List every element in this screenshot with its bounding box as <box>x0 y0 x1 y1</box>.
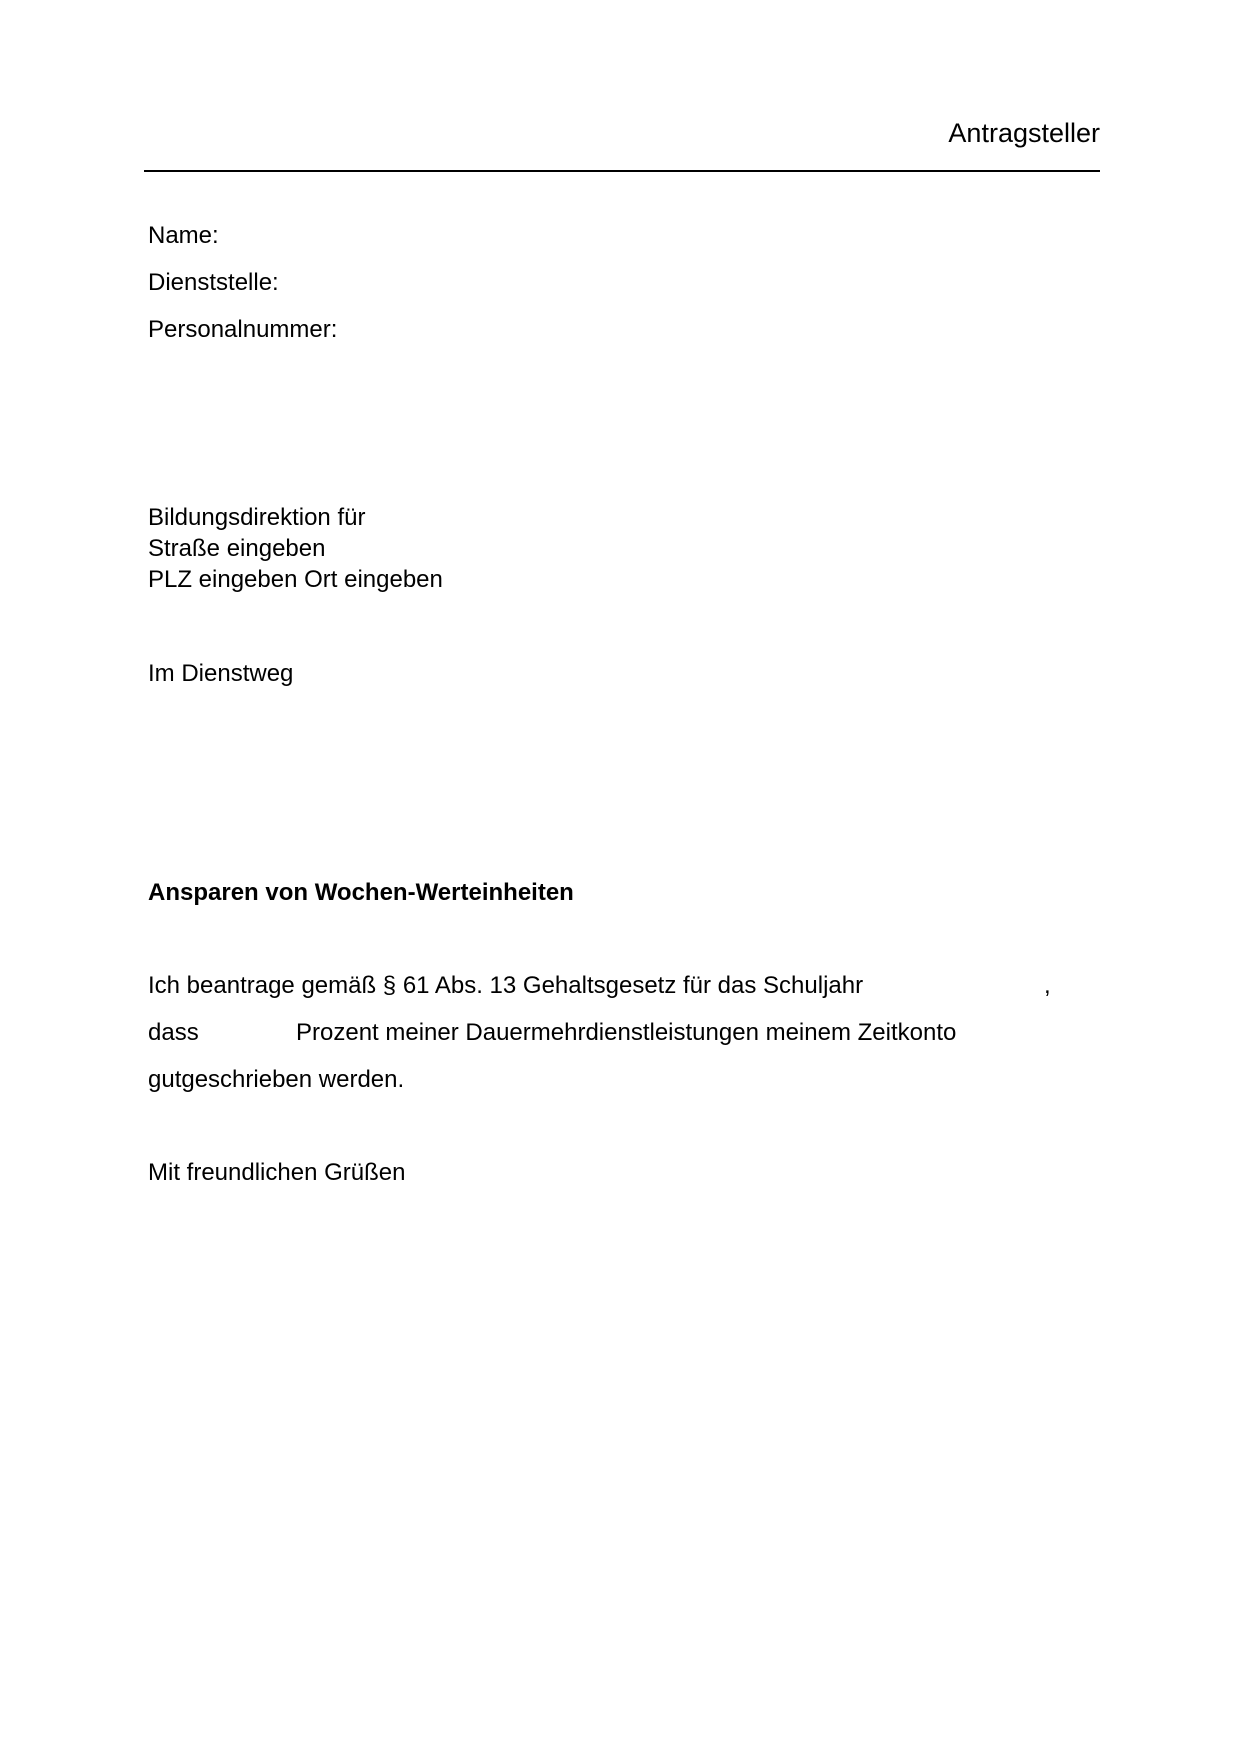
office-label: Dienststelle: <box>148 269 279 296</box>
recipient-line-1: Bildungsdirektion für <box>148 504 366 531</box>
body-line-1-comma: , <box>1044 972 1051 999</box>
body-line-1-text: Ich beantrage gemäß § 61 Abs. 13 Gehaltsgesetz für das Schuljahr <box>148 972 864 999</box>
name-label: Name: <box>148 222 219 249</box>
recipient-line-3: PLZ eingeben Ort eingeben <box>148 566 443 593</box>
body-line-1 <box>148 972 863 1000</box>
body-line-2-start: dass <box>148 1019 199 1046</box>
body-line-2-text: Prozent meiner Dauermehrdienstleistungen meinem Zeitkonto <box>296 1019 957 1046</box>
personnel-number-label: Personalnummer: <box>148 316 338 343</box>
closing-greeting: Mit freundlichen Grüßen <box>148 1159 406 1186</box>
header-divider <box>144 170 1100 172</box>
recipient-line-2: Straße eingeben <box>148 535 326 562</box>
routing-note: Im Dienstweg <box>148 660 294 687</box>
body-line-3: gutgeschrieben werden. <box>148 1066 405 1093</box>
applicant-header-label: Antragsteller <box>948 118 1100 148</box>
subject-line: Ansparen von Wochen-Werteinheiten <box>148 879 574 906</box>
